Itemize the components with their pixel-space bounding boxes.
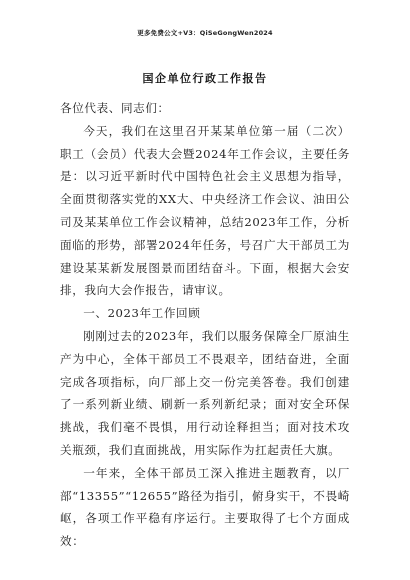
paragraph-intro: 今天，我们在这里召开某某单位第一届（二次）职工（会员）代表大会暨2024年工作会议，主要任务是：以习近平新时代中国特色社会主义思想为指导，全面贯彻落实党的XX大、中央经济工作会议、油田公司及某某单位工作会议精神，总结2023年工作，分析面临的形势，部署2024年任务，号召广大干部员工为建设某某新发展图景而团结奋斗。下面，根据大会安排，我向大会作报告，请审议。	[60, 123, 350, 298]
paragraph-achievements: 一年来，全体干部员工深入推进主题教育，以厂部“13355”“12655”路径为指引，俯身实干，不畏崎岖，各项工作平稳有序运行。主要取得了七个方面成效：	[60, 465, 350, 549]
section-heading: 一、2023年工作回顾	[83, 306, 201, 321]
document-body	[60, 97, 350, 553]
header-note: 更多免费公文+V3：QiSeGongWen2024	[137, 29, 273, 37]
salutation: 各位代表、同志们：	[60, 101, 170, 115]
document-title: 国企单位行政工作报告	[142, 72, 268, 85]
paragraph-review: 刚刚过去的2023年，我们以服务保障全厂原油生产为中心，全体干部员工不畏艰辛，团结奋进，全面完成各项指标，向厂部上交一份完美答卷。我们创建了一系列新业绩、刷新一系列新纪录；面对安全环保挑战，我们毫不畏惧，用行动诠释担当；面对技术攻关瓶颈，我们直面挑战，用实际作为扛起责任大旗。	[60, 328, 350, 457]
